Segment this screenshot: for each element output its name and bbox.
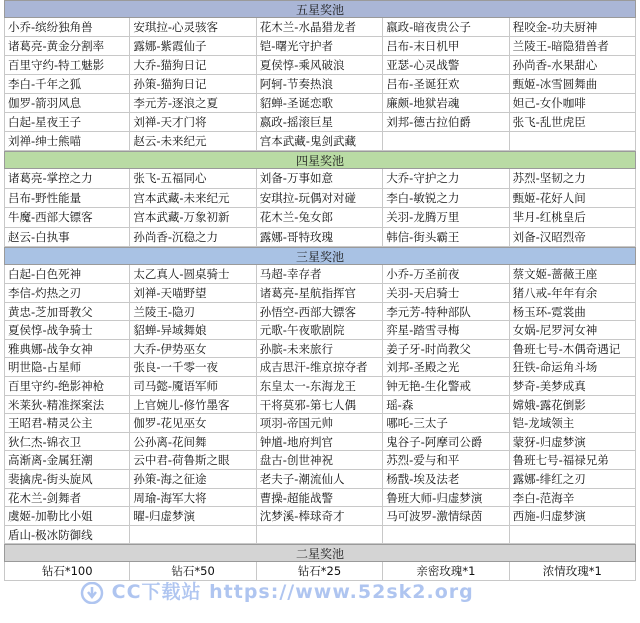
pool-item: 貂蝉-异域舞娘 <box>130 321 256 340</box>
two-star-section <box>4 544 636 581</box>
pool-item: 成吉思汗-维京掠夺者 <box>257 358 383 377</box>
four-star-section <box>4 151 636 247</box>
pool-item: 梦奇-美梦成真 <box>510 377 636 396</box>
three-star-section <box>4 247 636 544</box>
pool-item: 周瑜-海军大将 <box>130 489 256 508</box>
pool-item: 项羽-帝国元帅 <box>257 414 383 433</box>
empty-cell <box>383 132 509 151</box>
empty-cell <box>130 526 256 545</box>
pool-item: 李白-敏锐之力 <box>383 189 509 209</box>
pool-item: 铠-曙光守护者 <box>257 37 383 56</box>
pool-item: 花木兰-剑舞者 <box>4 489 130 508</box>
pool-item: 嬴政-暗夜贵公子 <box>383 18 509 37</box>
pool-item: 西施-归虚梦演 <box>510 507 636 526</box>
pool-item: 东皇太一-东海龙王 <box>257 377 383 396</box>
pool-item: 钻石*25 <box>257 562 383 581</box>
pool-item: 钻石*50 <box>130 562 256 581</box>
pool-item: 芈月-红桃皇后 <box>510 208 636 228</box>
pool-item: 蔡文姬-蔷薇王座 <box>510 265 636 284</box>
two-star-header: 二星奖池 <box>4 544 636 562</box>
pool-item: 老夫子-潮流仙人 <box>257 470 383 489</box>
pool-item: 关羽-天启骑士 <box>383 284 509 303</box>
watermark-url: https://www.52sk2.org <box>209 581 474 603</box>
empty-cell <box>383 526 509 545</box>
pool-item: 鲁班大师-归虚梦演 <box>383 489 509 508</box>
download-logo-icon <box>80 582 104 604</box>
pool-item: 廉颇-地狱岩魂 <box>383 94 509 113</box>
pool-item: 貂蝉-圣诞恋歌 <box>257 94 383 113</box>
pool-item: 孙悟空-西部大镖客 <box>257 303 383 322</box>
pool-item: 李白-千年之狐 <box>4 75 130 94</box>
pool-item: 大乔-守护之力 <box>383 169 509 189</box>
pool-item: 韩信-街头霸王 <box>383 228 509 248</box>
pool-item: 狂铁-命运角斗场 <box>510 358 636 377</box>
pool-item: 大乔-猫狗日记 <box>130 56 256 75</box>
pool-item: 宫本武藏-未来纪元 <box>130 189 256 209</box>
pool-item: 盾山-极冰防御线 <box>4 526 130 545</box>
pool-item: 鲁班七号-木偶奇遇记 <box>510 340 636 359</box>
pool-item: 王昭君-精灵公主 <box>4 414 130 433</box>
pool-item: 刘邦-德古拉伯爵 <box>383 113 509 132</box>
pool-item: 伽罗-箭羽风息 <box>4 94 130 113</box>
pool-item: 曜-归虚梦演 <box>130 507 256 526</box>
pool-item: 诸葛亮-星航指挥官 <box>257 284 383 303</box>
pool-item: 刘备-汉昭烈帝 <box>510 228 636 248</box>
pool-item: 亲密玫瑰*1 <box>383 562 509 581</box>
pool-item: 花木兰-兔女郎 <box>257 208 383 228</box>
pool-item: 百里守约-绝影神枪 <box>4 377 130 396</box>
pool-item: 太乙真人-圆桌骑士 <box>130 265 256 284</box>
pool-item: 鲁班七号-福禄兄弟 <box>510 451 636 470</box>
five-star-grid <box>4 18 636 151</box>
pool-item: 兰陵王-暗隐猎兽者 <box>510 37 636 56</box>
four-star-grid <box>4 169 636 247</box>
pool-item: 李元芳-逐浪之夏 <box>130 94 256 113</box>
pool-item: 孙尚香-沉稳之力 <box>130 228 256 248</box>
pool-item: 伽罗-花见巫女 <box>130 414 256 433</box>
pool-item: 甄姬-冰雪圆舞曲 <box>510 75 636 94</box>
reward-pool-table <box>4 0 636 581</box>
pool-item: 亚瑟-心灵战警 <box>383 56 509 75</box>
pool-item: 孙策-猫狗日记 <box>130 75 256 94</box>
pool-item: 露娜-紫霞仙子 <box>130 37 256 56</box>
pool-item: 苏烈-爱与和平 <box>383 451 509 470</box>
two-star-grid <box>4 562 636 581</box>
pool-item: 雅典娜-战争女神 <box>4 340 130 359</box>
pool-item: 甄姬-花好人间 <box>510 189 636 209</box>
pool-item: 宫本武藏-万象初新 <box>130 208 256 228</box>
pool-item: 刘禅-绅士熊喵 <box>4 132 130 151</box>
pool-item: 李元芳-特种部队 <box>383 303 509 322</box>
pool-item: 苏烈-坚韧之力 <box>510 169 636 189</box>
pool-item: 大乔-伊势巫女 <box>130 340 256 359</box>
pool-item: 沈梦溪-棒球奇才 <box>257 507 383 526</box>
pool-item: 狄仁杰-锦衣卫 <box>4 433 130 452</box>
pool-item: 诸葛亮-黄金分割率 <box>4 37 130 56</box>
pool-item: 钻石*100 <box>4 562 130 581</box>
pool-item: 花木兰-水晶猎龙者 <box>257 18 383 37</box>
pool-item: 铠-龙域领主 <box>510 414 636 433</box>
pool-item: 公孙离-花间舞 <box>130 433 256 452</box>
pool-item: 吕布-末日机甲 <box>383 37 509 56</box>
pool-item: 张飞-乱世虎臣 <box>510 113 636 132</box>
pool-item: 吕布-野性能量 <box>4 189 130 209</box>
pool-item: 姜子牙-时尚教父 <box>383 340 509 359</box>
pool-item: 程咬金-功夫厨神 <box>510 18 636 37</box>
pool-item: 鬼谷子-阿摩司公爵 <box>383 433 509 452</box>
pool-item: 孙策-海之征途 <box>130 470 256 489</box>
pool-item: 露娜-哥特玫瑰 <box>257 228 383 248</box>
pool-item: 孙尚香-水果甜心 <box>510 56 636 75</box>
pool-item: 黄忠-芝加哥教父 <box>4 303 130 322</box>
pool-item: 云中君-荷鲁斯之眼 <box>130 451 256 470</box>
pool-item: 浓情玫瑰*1 <box>510 562 636 581</box>
pool-item: 高渐离-金属狂潮 <box>4 451 130 470</box>
pool-item: 牛魔-西部大镖客 <box>4 208 130 228</box>
pool-item: 吕布-圣诞狂欢 <box>383 75 509 94</box>
pool-item: 干将莫邪-第七人偶 <box>257 396 383 415</box>
pool-item: 司马懿-魇语军师 <box>130 377 256 396</box>
pool-item: 明世隐-占星师 <box>4 358 130 377</box>
pool-item: 宫本武藏-鬼剑武藏 <box>257 132 383 151</box>
pool-item: 兰陵王-隐刃 <box>130 303 256 322</box>
pool-item: 露娜-绯红之刃 <box>510 470 636 489</box>
pool-item: 李信-灼热之刃 <box>4 284 130 303</box>
pool-item: 虞姬-加勒比小姐 <box>4 507 130 526</box>
pool-item: 元歌-午夜歌剧院 <box>257 321 383 340</box>
pool-item: 钟无艳-生化警戒 <box>383 377 509 396</box>
pool-item: 阿轲-节奏热浪 <box>257 75 383 94</box>
pool-item: 刘备-万事如意 <box>257 169 383 189</box>
pool-item: 夏侯惇-战争骑士 <box>4 321 130 340</box>
pool-item: 小乔-缤纷独角兽 <box>4 18 130 37</box>
pool-item: 孙膑-未来旅行 <box>257 340 383 359</box>
pool-item: 小乔-万圣前夜 <box>383 265 509 284</box>
empty-cell <box>510 132 636 151</box>
pool-item: 安琪拉-心灵骇客 <box>130 18 256 37</box>
empty-cell <box>510 526 636 545</box>
pool-item: 赵云-白执事 <box>4 228 130 248</box>
pool-item: 盘古-创世神祝 <box>257 451 383 470</box>
pool-item: 杨玉环-霓裳曲 <box>510 303 636 322</box>
pool-item: 白起-星夜王子 <box>4 113 130 132</box>
pool-item: 瑶-森 <box>383 396 509 415</box>
pool-item: 妲己-女仆咖啡 <box>510 94 636 113</box>
pool-item: 诸葛亮-掌控之力 <box>4 169 130 189</box>
pool-item: 张良-一千零一夜 <box>130 358 256 377</box>
pool-item: 裴擒虎-街头旋风 <box>4 470 130 489</box>
pool-item: 曹操-超能战警 <box>257 489 383 508</box>
pool-item: 猪八戒-年年有余 <box>510 284 636 303</box>
pool-item: 白起-白色死神 <box>4 265 130 284</box>
pool-item: 杨戬-埃及法老 <box>383 470 509 489</box>
five-star-section <box>4 0 636 151</box>
pool-item: 马可波罗-激情绿茵 <box>383 507 509 526</box>
pool-item: 赵云-未来纪元 <box>130 132 256 151</box>
pool-item: 上官婉儿-修竹墨客 <box>130 396 256 415</box>
pool-item: 蒙犽-归虚梦演 <box>510 433 636 452</box>
pool-item: 夏侯惇-乘风破浪 <box>257 56 383 75</box>
pool-item: 张飞-五福同心 <box>130 169 256 189</box>
empty-cell <box>257 526 383 545</box>
pool-item: 马超-幸存者 <box>257 265 383 284</box>
pool-item: 百里守约-特工魅影 <box>4 56 130 75</box>
pool-item: 关羽-龙腾万里 <box>383 208 509 228</box>
three-star-header: 三星奖池 <box>4 247 636 265</box>
pool-item: 嬴政-摇滚巨星 <box>257 113 383 132</box>
pool-item: 哪吒-三太子 <box>383 414 509 433</box>
five-star-header: 五星奖池 <box>4 0 636 18</box>
pool-item: 安琪拉-玩偶对对碰 <box>257 189 383 209</box>
watermark-brand: CC下载站 <box>111 581 202 603</box>
pool-item: 刘禅-天才门将 <box>130 113 256 132</box>
pool-item: 嫦娥-露花倒影 <box>510 396 636 415</box>
four-star-header: 四星奖池 <box>4 151 636 169</box>
pool-item: 米莱狄-精准探案法 <box>4 396 130 415</box>
pool-item: 钟馗-地府判官 <box>257 433 383 452</box>
pool-item: 刘禅-天喵野望 <box>130 284 256 303</box>
pool-item: 刘邦-圣殿之光 <box>383 358 509 377</box>
pool-item: 李白-范海辛 <box>510 489 636 508</box>
three-star-grid <box>4 265 636 544</box>
pool-item: 弈星-踏雪寻梅 <box>383 321 509 340</box>
pool-item: 女娲-尼罗河女神 <box>510 321 636 340</box>
